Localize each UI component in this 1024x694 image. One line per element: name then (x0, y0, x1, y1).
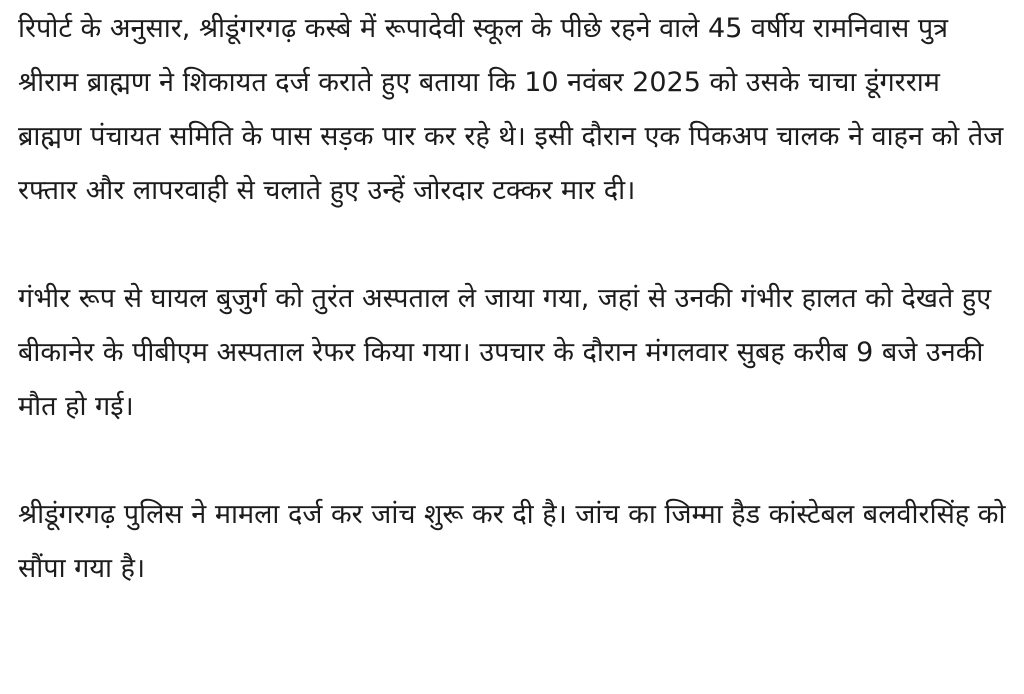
article-paragraph: श्रीडूंगरगढ़ पुलिस ने मामला दर्ज कर जांच शुरू कर दी है। जांच का जिम्मा हैड कांस्टेबल बलवीरसिंह को सौंपा गया है। (18, 499, 1006, 584)
article-paragraph: रिपोर्ट के अनुसार, श्रीडूंगरगढ़ कस्बे में रूपादेवी स्कूल के पीछे रहने वाले 45 वर्षीय रामनिवास पुत्र श्रीराम ब्राह्मण ने शिकायत दर्ज कराते हुए बताया कि 10 नवंबर 2025 को उसके चाचा डूंगरराम ब्राह्मण पंचायत समिति के पास सड़क पार कर रहे थे। इसी दौरान एक पिकअप चालक ने वाहन को तेज रफ्तार और लापरवाही से चलाते हुए उन्हें जोरदार टक्कर मार दी। (18, 13, 1004, 206)
article-paragraph: गंभीर रूप से घायल बुजुर्ग को तुरंत अस्पताल ले जाया गया, जहां से उनकी गंभीर हालत को देखते हुए बीकानेर के पीबीएम अस्पताल रेफर किया गया। उपचार के दौरान मंगलवार सुबह करीब 9 बजे उनकी मौत हो गई। (18, 283, 992, 422)
